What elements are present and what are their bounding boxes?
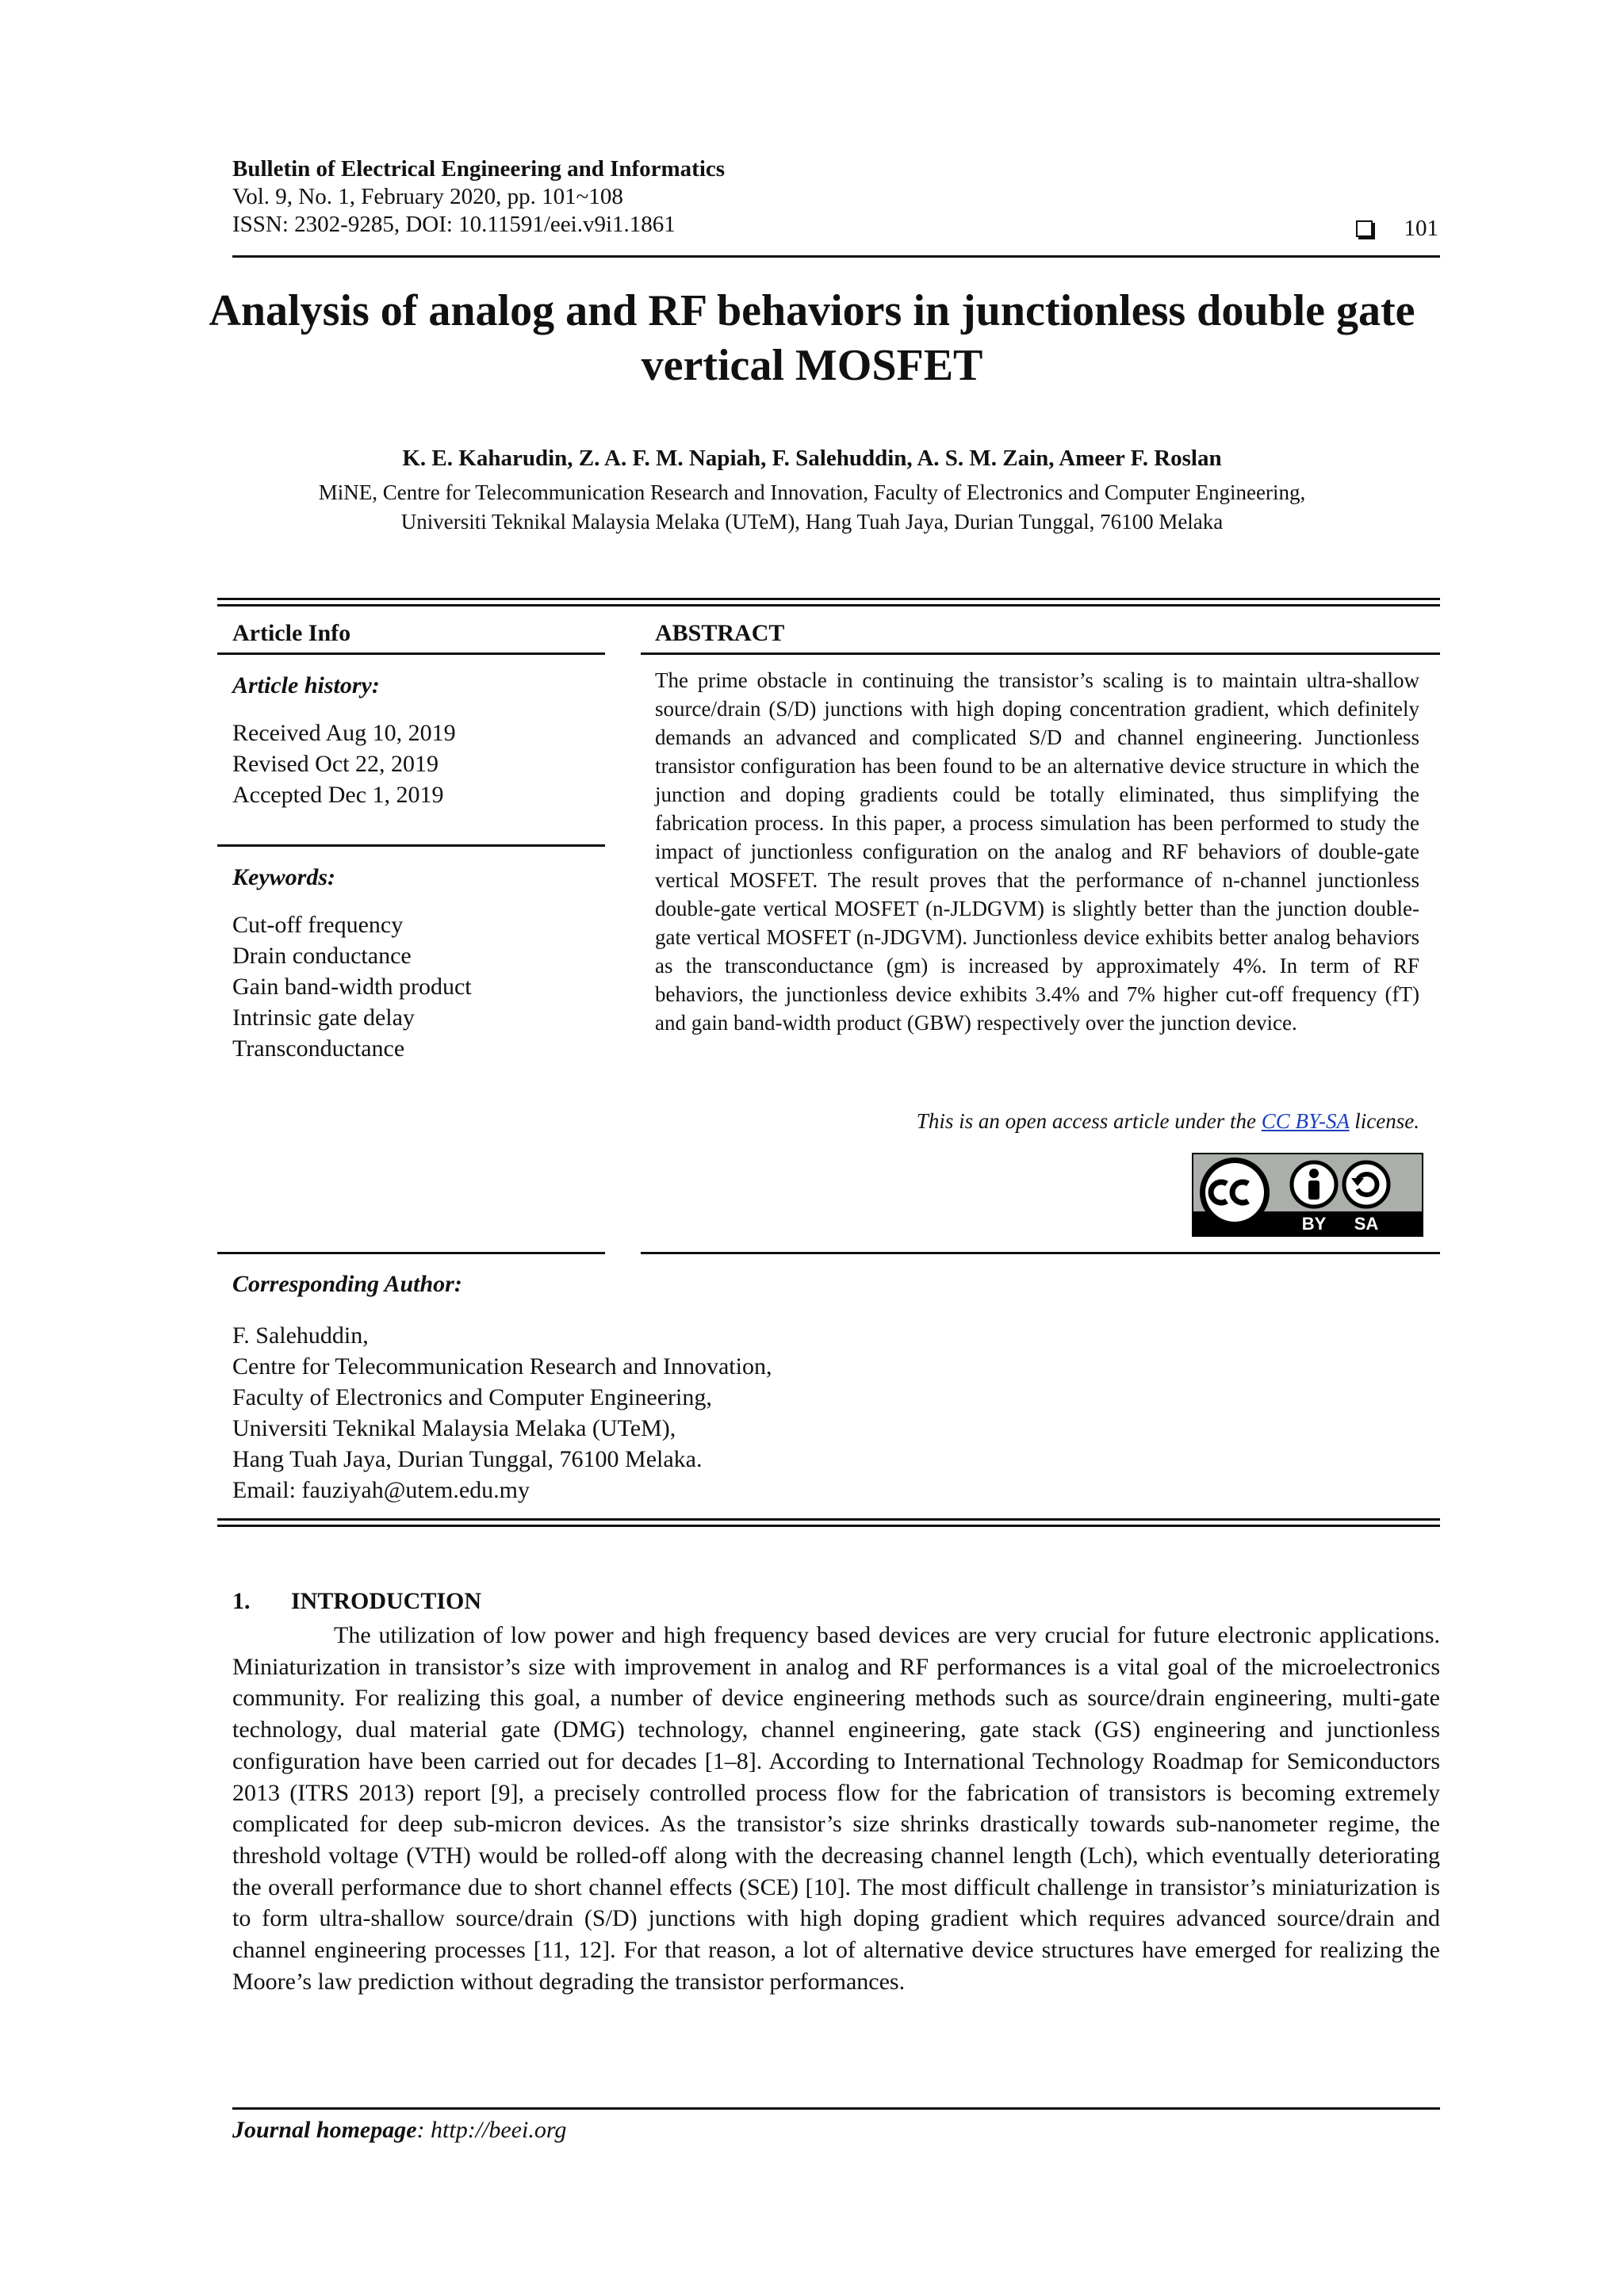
article-history-heading: Article history: [232, 672, 380, 698]
badge-sa-label: SA [1354, 1214, 1379, 1234]
author-list: K. E. Kaharudin, Z. A. F. M. Napiah, F. Salehuddin, A. S. M. Zain, Ameer F. Roslan [402, 446, 1222, 471]
section-title: INTRODUCTION [291, 1588, 482, 1614]
affiliation-line-2: Universiti Teknikal Malaysia Melaka (UTeM), Hang Tuah Jaya, Durian Tunggal, 76100 Melaka [400, 510, 1224, 534]
article-history [232, 718, 456, 810]
abstract-heading: ABSTRACT [655, 620, 785, 646]
author-detail-line: Universiti Teknikal Malaysia Melaka (UTeM), [232, 1415, 676, 1441]
left-bottom-rule [217, 1252, 605, 1254]
journal-name: Bulletin of Electrical Engineering and Informatics [232, 156, 726, 182]
info-box-top-rule-2 [217, 604, 1440, 607]
license-link[interactable]: CC BY-SA [1261, 1109, 1350, 1133]
footer-rule [232, 2107, 1440, 2110]
author-detail-line: Hang Tuah Jaya, Durian Tunggal, 76100 Melaka. [232, 1446, 703, 1472]
keyword-item: Cut-off frequency [232, 912, 404, 938]
corresponding-author-heading: Corresponding Author: [232, 1271, 462, 1297]
author-detail-line: F. Salehuddin, [232, 1322, 369, 1349]
accepted-date: Accepted Dec 1, 2019 [232, 782, 444, 808]
cc-by-sa-badge[interactable] [1192, 1153, 1423, 1237]
affiliation-line-1: MiNE, Centre for Telecommunication Research and Innovation, Faculty of Electronics and Computer Engineering, [318, 480, 1306, 504]
abstract-text: The prime obstacle in continuing the transistor’s scaling is to maintain ultra-shallow source/drain (S/D) junctions with high doping concentration gradient, which definitely demands an advanced and complicated S/D and channel engineering. Junctionless transistor configuration has been found to be an alternative device structure in which the junction and doping gradients could be totally eliminated, thus simplifying the fabrication process. In this paper, a process simulation has been performed to study the impact of junctionless configuration on the analog and RF behaviors of double-gate vertical MOSFET. The result proves that the performance of n-channel junctionless double-gate vertical MOSFET (n-JLDGVM) is slightly better than the junction double-gate vertical MOSFET (n-JDGVM). Junctionless device exhibits better analog behaviors as the transconductance (gm) is increased by approximately 4%. In term of RF behaviors, the junctionless device exhibits 3.4% and 7% higher cut-off frequency (fT) and gain band-width product (GBW) respectively over the junction device. [655, 668, 1419, 1035]
article-info-rule [217, 652, 605, 655]
revised-date: Revised Oct 22, 2019 [232, 751, 439, 777]
open-access-statement [917, 1109, 1419, 1134]
info-box-bottom-rule [217, 1518, 1440, 1521]
keyword-item: Intrinsic gate delay [232, 1004, 415, 1031]
title-line-1: Analysis of analog and RF behaviors in junctionless double gate [209, 286, 1415, 335]
keyword-item: Transconductance [232, 1035, 405, 1062]
received-date: Received Aug 10, 2019 [232, 720, 456, 746]
author-detail-line: Faculty of Electronics and Computer Engineering, [232, 1384, 712, 1410]
journal-header [232, 155, 725, 239]
page-number-block [1356, 216, 1439, 242]
keyword-item: Drain conductance [232, 943, 412, 969]
abstract-rule [641, 652, 1440, 655]
introduction-heading [232, 1588, 481, 1615]
paper-title [206, 284, 1418, 393]
info-box-bottom-rule-2 [217, 1525, 1440, 1527]
issn-line: ISSN: 2302-9285, DOI: 10.11591/eei.v9i1.1861 [232, 212, 676, 237]
keyword-list [232, 909, 472, 1064]
homepage-label: Journal homepage [232, 2117, 417, 2143]
keywords-heading: Keywords: [232, 864, 335, 890]
abstract-bottom-rule [641, 1252, 1440, 1254]
open-access-suffix: license. [1349, 1109, 1419, 1133]
article-info-heading: Article Info [232, 620, 351, 646]
open-access-prefix: This is an open access article under the [916, 1109, 1262, 1133]
journal-homepage [232, 2117, 566, 2144]
title-line-2: vertical MOSFET [641, 341, 983, 390]
corresponding-author-details [232, 1320, 772, 1506]
header-rule [232, 255, 1440, 258]
author-email[interactable]: Email: fauziyah@utem.edu.my [232, 1477, 530, 1503]
author-detail-line: Centre for Telecommunication Research and Innovation, [232, 1353, 772, 1380]
introduction-text: The utilization of low power and high frequency based devices are very crucial for future electronic applications. Miniaturization in transistor’s size with improvement in analog and RF performances is a vital goal of the microelectronics community. For realizing this goal, a number of device engineering methods such as source/drain engineering, multi-gate technology, dual material gate (DMG) technology, channel engineering, gate stack (GS) engineering and junctionless configuration have been carried out for decades [1–8]. According to International Technology Roadmap for Semiconductors 2013 (ITRS 2013) report [9], a precisely controlled process flow for the fabrication of transistors is becoming extremely complicated for deep sub-micron devices. As the transistor’s size shrinks drastically towards sub-nanometer regime, the threshold voltage (VTH) would be rolled-off along with the decreasing channel length (Lch), which eventually deteriorating the overall performance due to short channel effects (SCE) [10]. The most difficult challenge in transistor’s miniaturization is to form ultra-shallow source/drain (S/D) junctions with high doping gradient which requires advanced source/drain and channel engineering processes [11, 12]. For that reason, a lot of alternative device structures have emerged for realizing the Moore’s law prediction without degrading the transistor performances. [232, 1622, 1440, 1995]
page-number: 101 [1404, 216, 1438, 241]
checkbox-square-icon [1356, 220, 1373, 237]
keywords-rule [217, 844, 605, 847]
badge-by-label: BY [1301, 1214, 1327, 1234]
cc-license-icon [1193, 1154, 1422, 1235]
volume-line: Vol. 9, No. 1, February 2020, pp. 101~108 [232, 184, 623, 209]
section-number: 1. [232, 1588, 251, 1614]
info-box-top-rule [217, 598, 1440, 600]
homepage-url[interactable]: : http://beei.org [416, 2117, 567, 2143]
keyword-item: Gain band-width product [232, 974, 472, 1000]
affiliation [206, 478, 1418, 537]
